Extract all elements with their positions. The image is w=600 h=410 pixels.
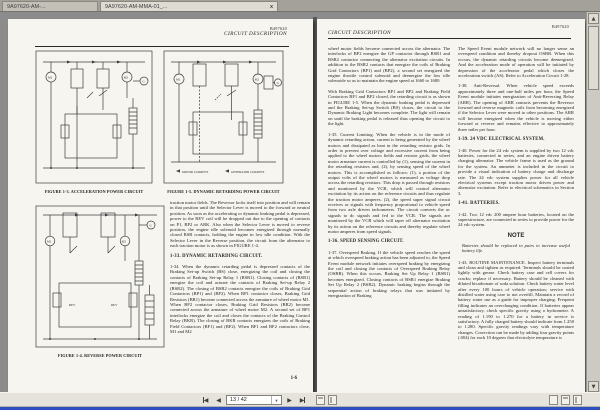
header-rule	[328, 38, 571, 39]
paragraph: The Speed Event module network will no longer sense an overspeed condition and thereby dropout OSBR. When this occurs, the dynamic retarding circuits become deenergized. And the acceleration mode of operation will be initiated by depression of the accelerator pedal which closes the acceleration switch (AS). Refer to Acceleration Circuit 1-28.	[458, 46, 574, 79]
paragraph: 1-37. Overspeed Braking. If the vehicle speed reaches the speed at which overspeed braking action has been adjusted to, the Speed Event module network initiates overspeed braking by energizing the coil and closing the contacts of Overspeed Braking Relay (OSBR). When this occurs, Braking Set Up Relay 1 (BSR1) becomes energized. Closing contacts of BSR1 energize Braking Set Up Relay 2 (BSR2). Dynamic braking begins through the sequential action of braking relays that was initiated by energization of Braking	[328, 249, 450, 299]
note-heading: NOTE	[507, 232, 525, 239]
left-page-text-column	[170, 200, 310, 339]
generator-label: G	[142, 79, 145, 84]
figure-acceleration-power-circuit	[35, 50, 153, 194]
page-layout-group	[316, 395, 337, 405]
header-rule	[35, 46, 289, 47]
motor1-label: M1	[48, 75, 53, 80]
scroll-up-icon[interactable]: ▲	[588, 13, 599, 24]
first-page-button[interactable]	[200, 395, 211, 406]
figure-caption: FIGURE 1-4. REVERSE POWER CIRCUIT	[57, 353, 143, 358]
right-page-column-2	[458, 46, 574, 346]
page-right	[317, 19, 585, 394]
first-page-icon: ◀	[203, 396, 209, 404]
previous-page-button[interactable]	[213, 395, 224, 406]
motor1-label: M1	[47, 239, 52, 244]
section-title: CIRCUIT DESCRIPTION	[328, 30, 391, 36]
paragraph: traction motor fields. The Reversor locks itself into position and will remain in that position until the Selector Lever is moved to the forward or neutral position. As soon as the accelerating or dynamic braking pedal is depressed, power to the REV coil will be dropped out due to the opening of contacts on P1, BP2 or ARK. Also when the Selector Lever is moved to reverse position, the engine idle solenoid becomes energized through normally closed BSR contacts, holding the engine in low idle condition. With the Selector Lever in the Reverse position, the circuit from the alternator to each traction motor is as shown in FIGURE 1-4.	[170, 200, 310, 249]
paragraph: wheel motor fields become connected across the alternator. The interlocks of BP2 energize the GP contactor through BSR1 and BSR2 contactor connecting the alternator excitation circuits. In addition to the BSR2 contacts that energize the coils of Braking Grid Contactors (BP1) and (BP2), a second set energized the engine throttle control solenoid and deenergize the low idle solenoide so as to maintain the engine speed at 1660 to 1680.	[328, 46, 450, 84]
paragraph: With Braking Grid Contactors BP1 and BP2 and Braking Field Contactors BF1 and BF2 closed, the retarding circuit is as shown in FIGURE 1-5. When the dynamic braking pedal is depressed and the Braking Set-up Switch (BS) closes, the circuit to the Dynamic Braking Light becomes complete. The light will remain on until the braking pedal is released thus opening the circuit to the light.	[328, 88, 450, 127]
section-heading: 1-36. SPEED SENSING CIRCUIT.	[328, 239, 404, 245]
doc-code: B497620	[551, 24, 569, 29]
close-icon[interactable]: x	[269, 3, 273, 10]
generator-label: G	[276, 81, 279, 85]
paragraph: 1-42. Two 12 vdc 200 ampere hour batteries, located on the superstructure, are connected in series to provide power for the 24 vdc system.	[458, 211, 574, 228]
last-page-icon: ▶	[299, 396, 305, 404]
view-mode-group	[549, 395, 582, 405]
figure-caption: FIGURE 1-3. ACCELERATION POWER CIRCUIT	[44, 189, 144, 194]
continuous-layout-icon[interactable]	[316, 395, 325, 405]
figure-dynamic-retarding-power-circuit	[163, 50, 284, 194]
note-text: Batteries should be replaced in pairs to increase useful battery life.	[462, 242, 570, 254]
vertical-scrollbar[interactable]	[586, 12, 600, 393]
two-page-view-icon[interactable]	[573, 395, 582, 405]
motor1-label: M1	[176, 77, 181, 82]
tab-label: 9A97620-AM-MMA-01_...	[105, 3, 168, 10]
section-heading: 1-33. DYNAMIC RETARDING CIRCUIT.	[170, 253, 263, 259]
fit-width-icon[interactable]	[561, 395, 570, 405]
figure-reverse-power-circuit	[35, 205, 165, 358]
tab-label: 9A97620-AM-...	[7, 3, 46, 10]
legend-motor-current: MOTOR CURRENT	[182, 170, 209, 174]
reverser-coil-label: REV	[111, 303, 118, 307]
paragraph: 1-35. Current Limiting. When the vehicle is in the mode of dynamic retarding action, current is being generated by the wheel motors and dissipated as heat in the retarding resistor grids. In order to prevent over voltage and excessive current from being applied to the wheel motors fields and resistor grids, the wheel motor armature current is controlled by (1), sensing the current in the retarding resistors and, (2), by sensing speed of the wheel motors. This is accomplished as follows: (1), a portion of the output volts of the wheel motors is measured as voltage drop across the retarding resistors. This drop is passed through resistors and monitored by the VCR, which will control alternator excitation by its action on the reference circuits and thus regulate the traction motor amperes. (2), the speed super signal circuit receives ac signals with frequency proportional to vehicle speed from two axle driven tachometers. The circuit converts the ac signals to dc signals and fed to the VCR. The signals are monitored by the VCR which will taper off alternator excitation by its action on the reference circuits and thereby regulate wheel motor amperes from speed signals.	[328, 131, 450, 234]
legend-generator-current: GENERATOR CURRENT	[231, 170, 265, 174]
tab-bar	[0, 0, 600, 12]
motor2-label: M2	[123, 75, 129, 80]
navigation-toolbar	[0, 392, 600, 407]
right-page-column-1	[328, 46, 450, 303]
page-number-input[interactable]	[227, 397, 271, 403]
generator-label: G	[149, 223, 152, 228]
section-title: CIRCUIT DESCRIPTION	[224, 31, 287, 37]
document-viewport	[0, 12, 600, 393]
motor2-label: M2	[121, 239, 127, 244]
reverser-coil-label: REV	[69, 303, 76, 307]
section-heading: 1-41. BATTERIES.	[458, 201, 500, 207]
single-page-icon[interactable]	[549, 395, 558, 405]
scroll-down-icon[interactable]: ▼	[588, 381, 599, 392]
scrollbar-thumb[interactable]	[588, 26, 599, 90]
paragraph: 1-38. Anti-Reversal. When vehicle speed exceeds approximately three and one-half miles per hour, the Speed Event module initiates energization of Anti-Reversing Relay (ARR). The opening of ARR contacts prevents the Reversor forward and reverse magnetic coils from becoming energized if the Selector Lever were moved to other positions. The ARR will become energized when the vehicle is moving either forward or reverse and remains effective to approximately three miles per hour.	[458, 83, 574, 132]
page-left	[8, 19, 313, 394]
page-number: 1-6	[290, 376, 297, 381]
motor2-label: M2	[254, 77, 260, 82]
page-navigation-group	[200, 395, 337, 406]
previous-page-icon: ◀	[216, 396, 221, 404]
document-tab-2[interactable]	[100, 1, 278, 11]
doc-code: B497620	[269, 26, 287, 31]
next-page-button[interactable]	[284, 395, 295, 406]
paragraph: 1-34. When the dynamic retarding pedal is depressed contacts of the Braking Set-up Switch (BS) close, energizing the coil and closing the contacts of Braking Set-up Relay 1 (BSR1). Closing contacts of (BSR1) energize the coil and actuate the contacts of Braking Set-up Relay 2 (BSR2). The closing of BSR2 contacts energize the coils of Braking Grid Contactors (BP1) and (BP2). When BP1 contactor closes, Braking Grid Resistors (BR1) become connected across the armature of wheel motor M1. When BP2 contactor closes, Braking Grid Resistors (BR2) become connected across the armature of wheel motor M2. A second set of BP1 interlocks energize the coil and closes the contacts of the Braking Control Relay (BKR). The closing of BKR contacts energizes the coils of Braking Field Contactors (BF1) and (BF2). When BF1 and BF2 contactors close, M1 and M2	[170, 264, 310, 334]
paragraph: 1-40. Power for the 24 vdc system is supplied by two 12 vdc batteries, connected in series, and an engine driven battery charging alternator. The vehicle frame is used as the ground for the system. An ammeter is included in the circuit to provide a visual indication of battery charge and discharge rate. The 24 vdc system supplies power for all vehicle electrical systems except traction motor driven power and alternator excitation. Refer to electrical schematics in Section 3.	[458, 147, 574, 196]
facing-pages-icon[interactable]	[328, 395, 337, 405]
figure-caption: FIGURE 1-5. DYNAMIC RETARDING POWER CIRCUIT	[167, 189, 280, 194]
page-number-combobox[interactable]	[226, 395, 282, 405]
last-page-button[interactable]	[297, 395, 308, 406]
paragraph: 1-43. ROUTINE MAINTENANCE. Inspect battery terminals and clean and tighten as required. Terminals should be coated lightly with grease. Check battery case and cell covers for cracks; replace if necessary. Battery should be cleaned with diluted bicarbonate of soda solution. Check battery water level after every 100 hours of vehicle operation; service with distilled water using care to not overfill. Maintain a record of battery water use as a guide for improper charging. Frequent filling indicates an overcharging condition. If batteries appear unsatisfactory, check specific gravity using a hydrometer. A reading of 1.190 to 1.270 for a battery in service is satisfactory. A fully charged battery should indicate from 1.250 to 1.280. Specific gravity readings vary with temperature changes. Correction can be made by adding four gravity points (.004) for each 10 degrees that electrolyte temperature is	[458, 259, 574, 341]
section-heading: 1-39. 24 VDC ELECTRICAL SYSTEM.	[458, 137, 545, 143]
chevron-down-icon[interactable]: ▼	[271, 396, 281, 404]
document-tab-1[interactable]	[2, 1, 98, 11]
next-page-icon: ▶	[287, 396, 292, 404]
